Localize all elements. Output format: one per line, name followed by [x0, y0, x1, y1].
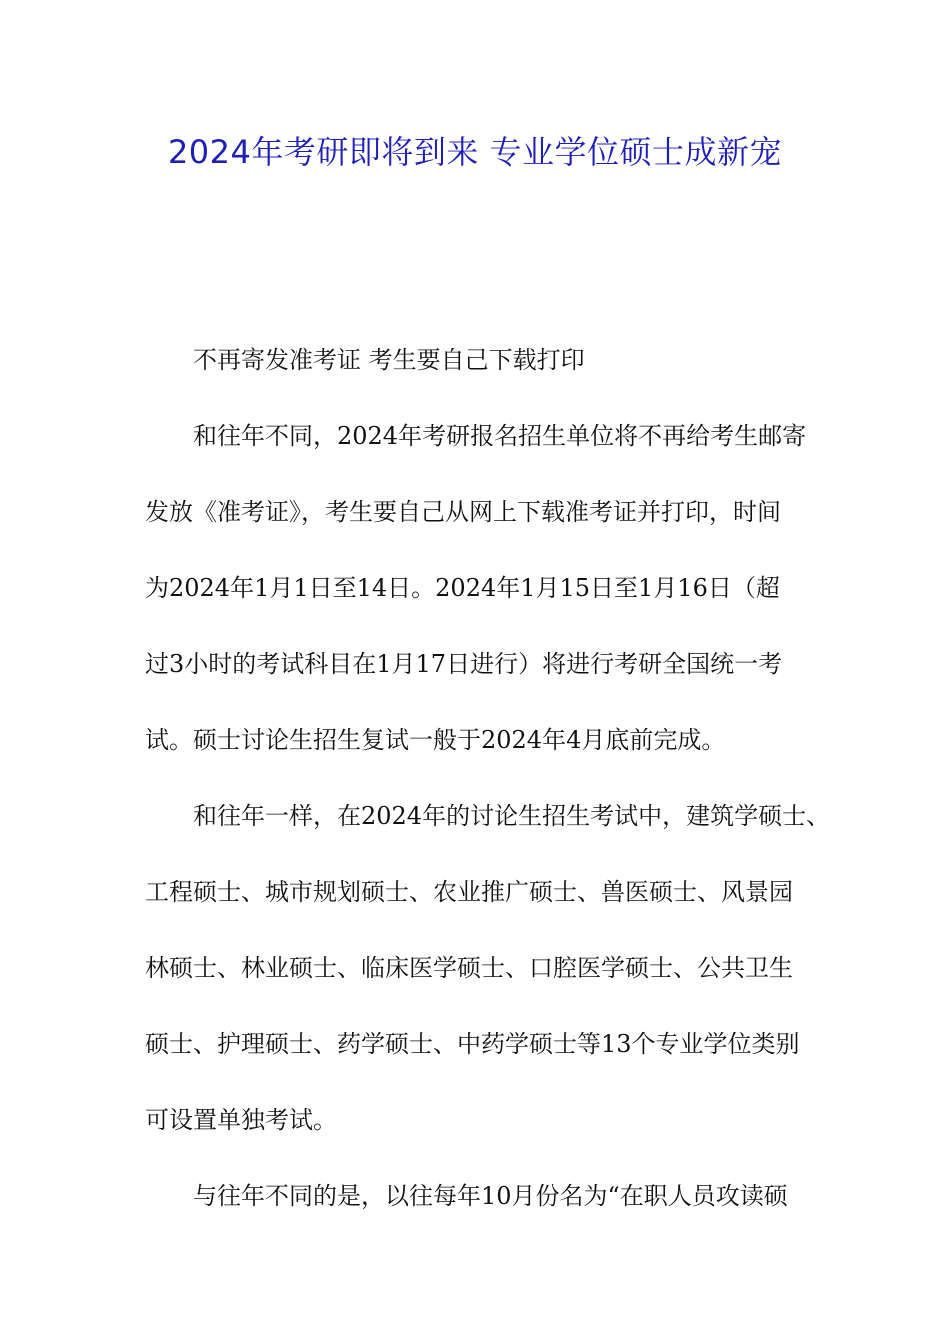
paragraph-heading: 不再寄发准考证 考生要自己下载打印 — [193, 346, 585, 374]
paragraph-line: 试。硕士讨论生招生复试一般于2024年4月底前完成。 — [145, 726, 726, 754]
paragraph-line: 过3小时的考试科目在1月17日进行）将进行考研全国统一考 — [145, 650, 783, 678]
paragraph-line: 可设置单独考试。 — [145, 1106, 337, 1134]
paragraph-line: 和往年不同，2024年考研报名招生单位将不再给考生邮寄 — [193, 422, 807, 450]
document-body — [145, 334, 835, 1246]
paragraph-line: 发放《准考证》，考生要自己从网上下载准考证并打印，时间 — [145, 498, 781, 526]
paragraph-line: 和往年一样，在2024年的讨论生招生考试中，建筑学硕士、 — [193, 802, 831, 830]
paragraph-line: 林硕士、林业硕士、临床医学硕士、口腔医学硕士、公共卫生 — [145, 954, 793, 982]
paragraph-line: 硕士、护理硕士、药学硕士、中药学硕士等13个专业学位类别 — [145, 1030, 800, 1058]
paragraph-line: 与往年不同的是，以往每年10月份名为“在职人员攻读硕 — [193, 1182, 788, 1210]
paragraph-line: 工程硕士、城市规划硕士、农业推广硕士、兽医硕士、风景园 — [145, 878, 793, 906]
paragraph-line: 为2024年1月1日至14日。2024年1月15日至1月16日（超 — [145, 574, 780, 602]
document-title: 2024年考研即将到来 专业学位硕士成新宠 — [167, 133, 783, 171]
